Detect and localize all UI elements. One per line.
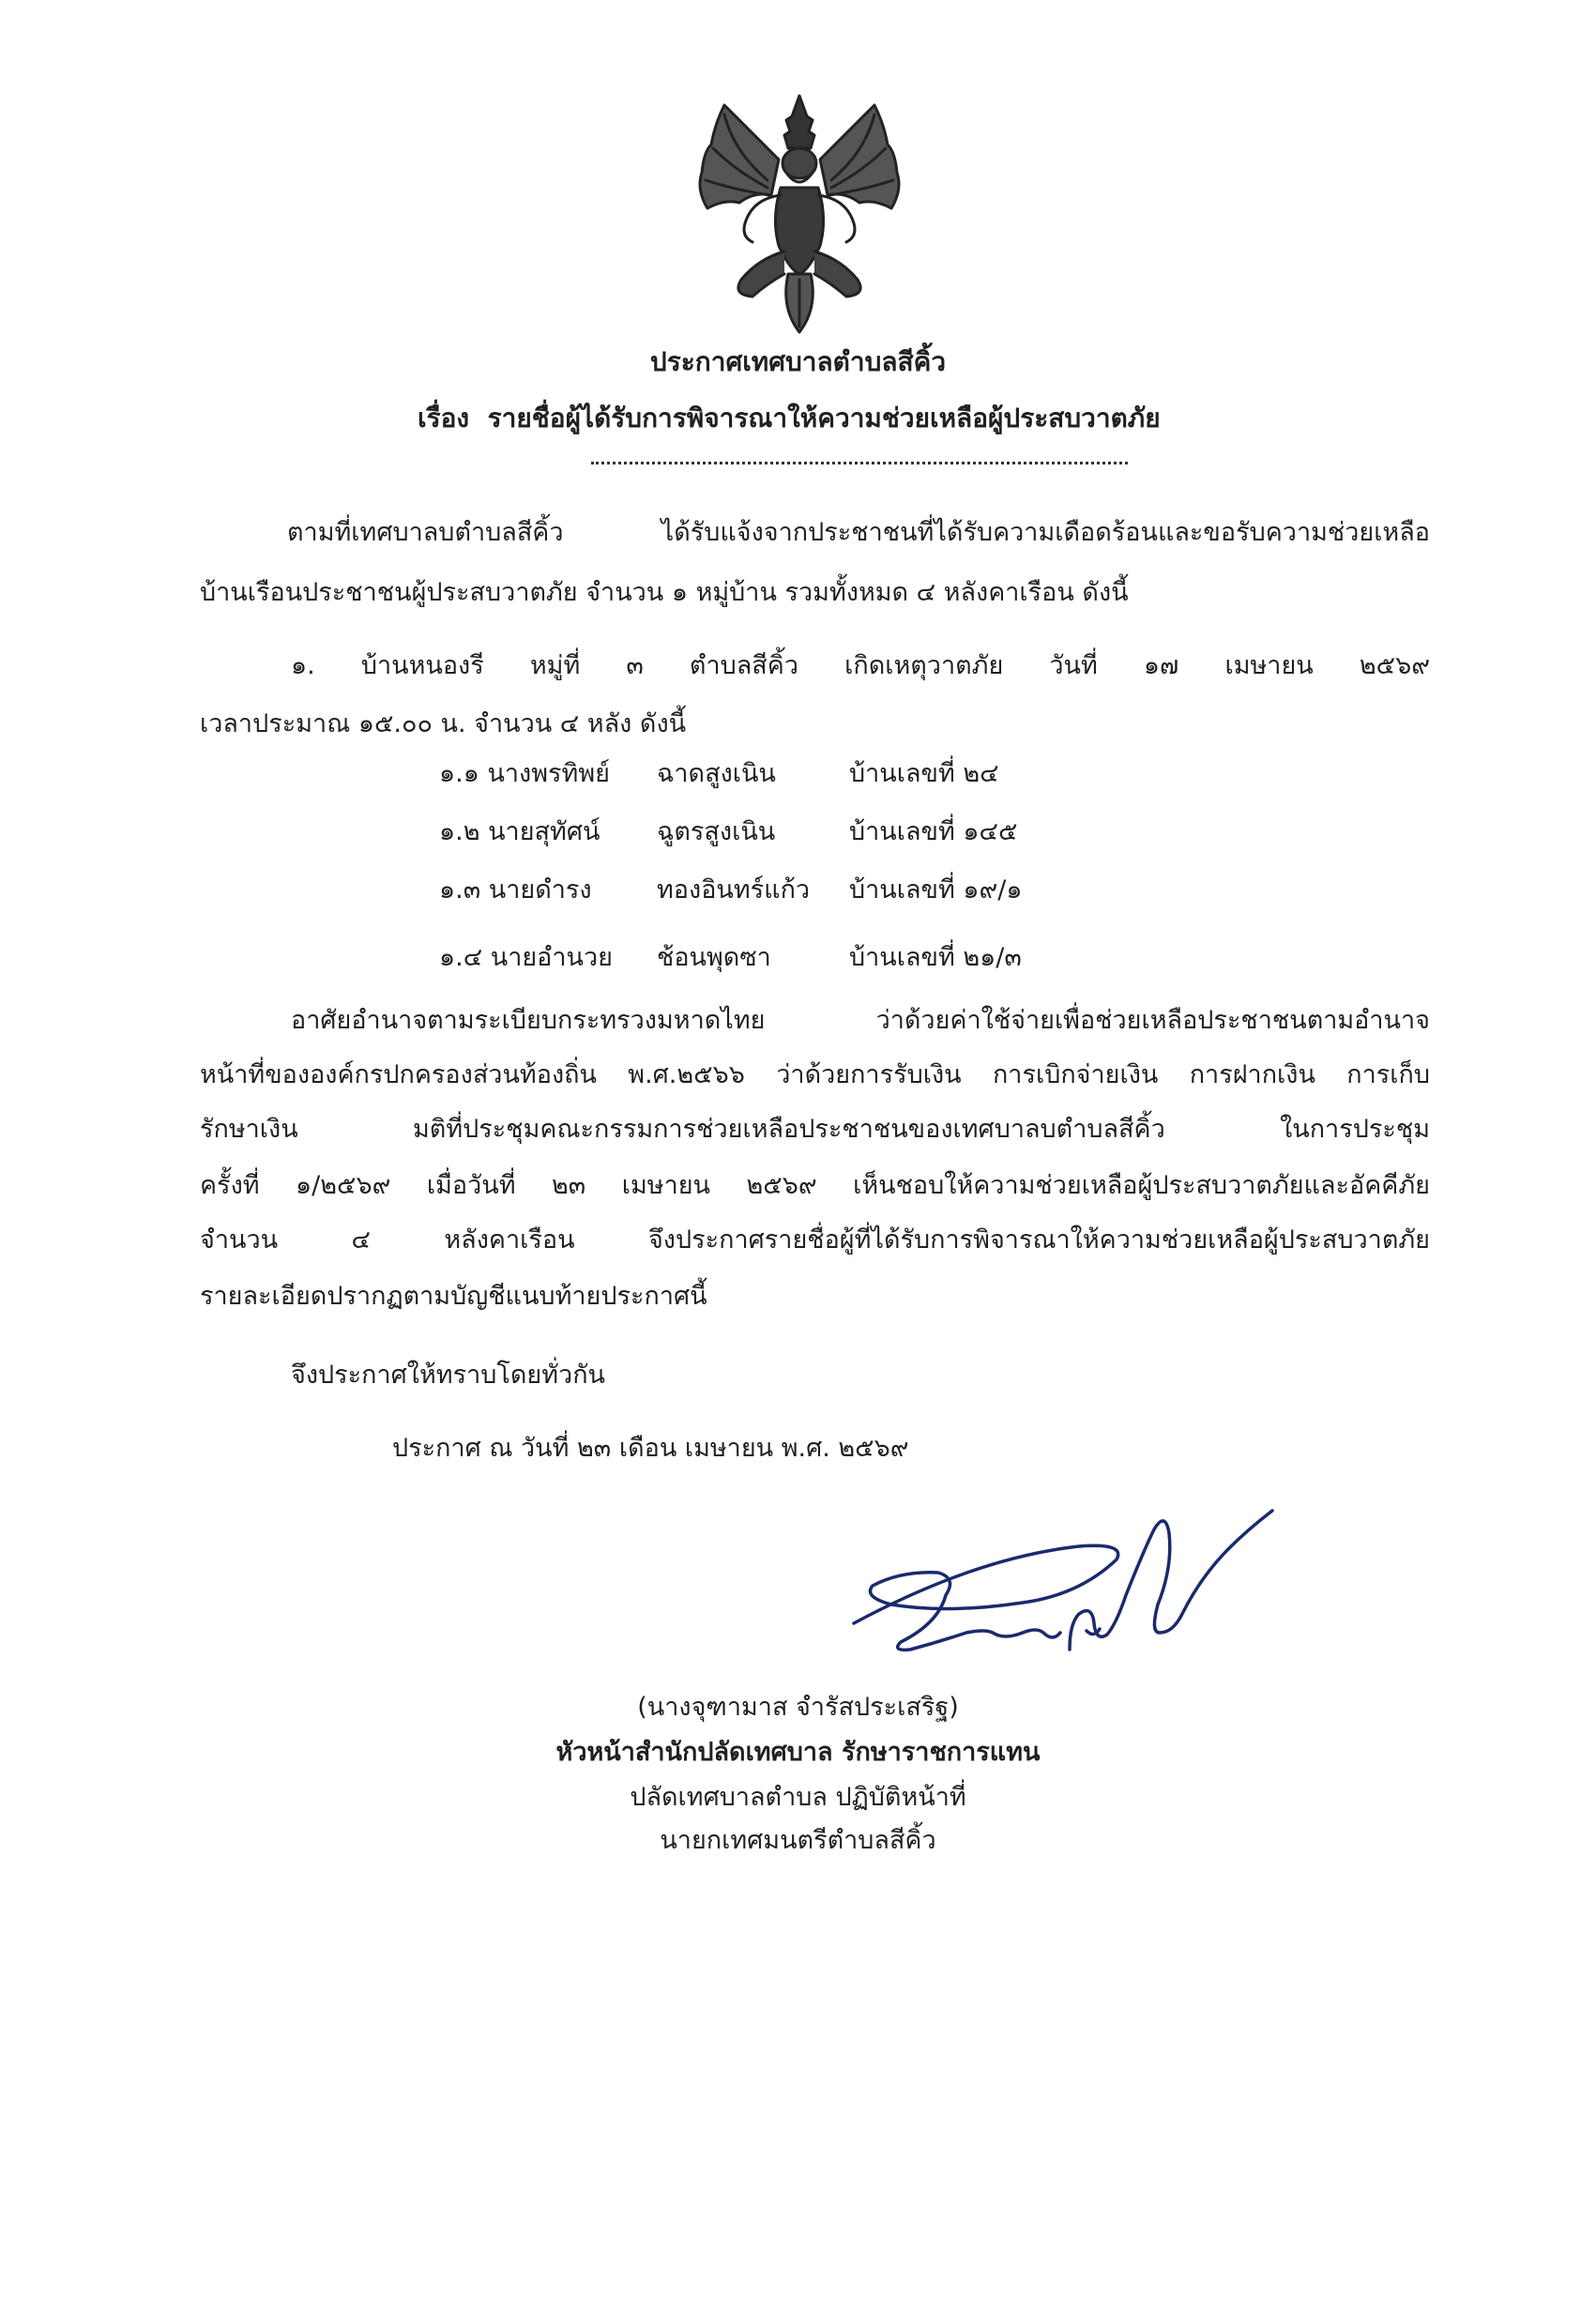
authority-line-4: ครั้งที่ ๑/๒๕๖๙ เมื่อวันที่ ๒๓ เมษายน ๒๕๖๙ เห็นชอบให้ความช่วยเหลือผู้ประสบวาตภัยและอัคคีภัย [200, 1171, 1430, 1200]
signer-name: (นางจุฑามาส จำรัสประเสริฐ) [637, 1693, 959, 1722]
intro-line-2: บ้านเรือนประชาชนผู้ประสบวาตภัย จำนวน ๑ หมู่บ้าน รวมทั้งหมด ๔ หลังคาเรือน ดังนี้ [200, 578, 1129, 607]
victim-name: ๑.๔ นายอำนวย [439, 943, 613, 972]
authority-line-2: หน้าที่ขององค์กรปกครองส่วนท้องถิ่น พ.ศ.๒๕๖๖ ว่าด้วยการรับเงิน การเบิกจ่ายเงิน การฝากเงิน การเก็บ [200, 1060, 1430, 1089]
victim-surname: ฉาดสูงเนิน [657, 759, 776, 788]
subject-text: รายชื่อผู้ได้รับการพิจารณาให้ความช่วยเหลือผู้ประสบวาตภัย [487, 403, 1161, 434]
authority-line-1: อาศัยอำนาจตามระเบียบกระทรวงมหาดไทย ว่าด้วยค่าใช้จ่ายเพื่อช่วยเหลือประชาชนตามอำนาจ [291, 1006, 1430, 1035]
incident-line-1: ๑. บ้านหนองรี หมู่ที่ ๓ ตำบลสีคิ้ว เกิดเหตุวาตภัย วันที่ ๑๗ เมษายน ๒๕๖๙ [291, 651, 1430, 680]
intro-line-1: ตามที่เทศบาลบตำบลสีคิ้ว ได้รับแจ้งจากประชาชนที่ได้รับความเดือดร้อนและขอรับความช่วยเหลือ [287, 518, 1430, 547]
victim-name: ๑.๑ นางพรทิพย์ [439, 759, 610, 788]
victim-house: บ้านเลขที่ ๒๔ [849, 759, 999, 788]
signer-position-3: นายกเทศมนตรีตำบลสีคิ้ว [660, 1826, 936, 1855]
victim-surname: ฉูตรสูงเนิน [657, 817, 776, 846]
authority-line-3: รักษาเงิน มติที่ประชุมคณะกรรมการช่วยเหลือประชาชนของเทศบาลบตำบลสีคิ้ว ในการประชุม [200, 1115, 1430, 1144]
org-title: ประกาศเทศบาลตำบลสีคิ้ว [649, 346, 947, 377]
victim-house: บ้านเลขที่ ๑๙/๑ [849, 875, 1023, 905]
handwritten-signature-icon [835, 1492, 1276, 1661]
authority-line-6: รายละเอียดปรากฏตามบัญชีแนบท้ายประกาศนี้ [200, 1282, 707, 1311]
garuda-emblem-icon [687, 86, 912, 338]
authority-line-5: จำนวน ๔ หลังคาเรือน จึงประกาศรายชื่อผู้ที่ได้รับการพิจารณาให้ความช่วยเหลือผู้ประสบวาตภัย [200, 1225, 1430, 1255]
victim-surname: ช้อนพุดซา [657, 943, 771, 972]
incident-line-2: เวลาประมาณ ๑๕.๐๐ น. จำนวน ๔ หลัง ดังนี้ [200, 709, 687, 738]
dotted-divider [591, 452, 1128, 464]
victim-name: ๑.๓ นายดำรง [439, 875, 592, 905]
subject-line [418, 398, 1161, 439]
signer-position-2: ปลัดเทศบาลตำบล ปฏิบัติหน้าที่ [630, 1783, 966, 1812]
victim-name: ๑.๒ นายสุทัศน์ [439, 817, 600, 846]
victim-surname: ทองอินทร์แก้ว [657, 875, 811, 905]
subject-label: เรื่อง [418, 403, 470, 434]
signer-position-1: หัวหน้าสำนักปลัดเทศบาล รักษาราชการแทน [555, 1738, 1041, 1767]
victim-house: บ้านเลขที่ ๑๔๕ [849, 817, 1018, 846]
closing-line: จึงประกาศให้ทราบโดยทั่วกัน [291, 1361, 605, 1390]
date-line: ประกาศ ณ วันที่ ๒๓ เดือน เมษายน พ.ศ. ๒๕๖๙ [392, 1434, 909, 1463]
victim-house: บ้านเลขที่ ๒๑/๓ [849, 943, 1022, 972]
